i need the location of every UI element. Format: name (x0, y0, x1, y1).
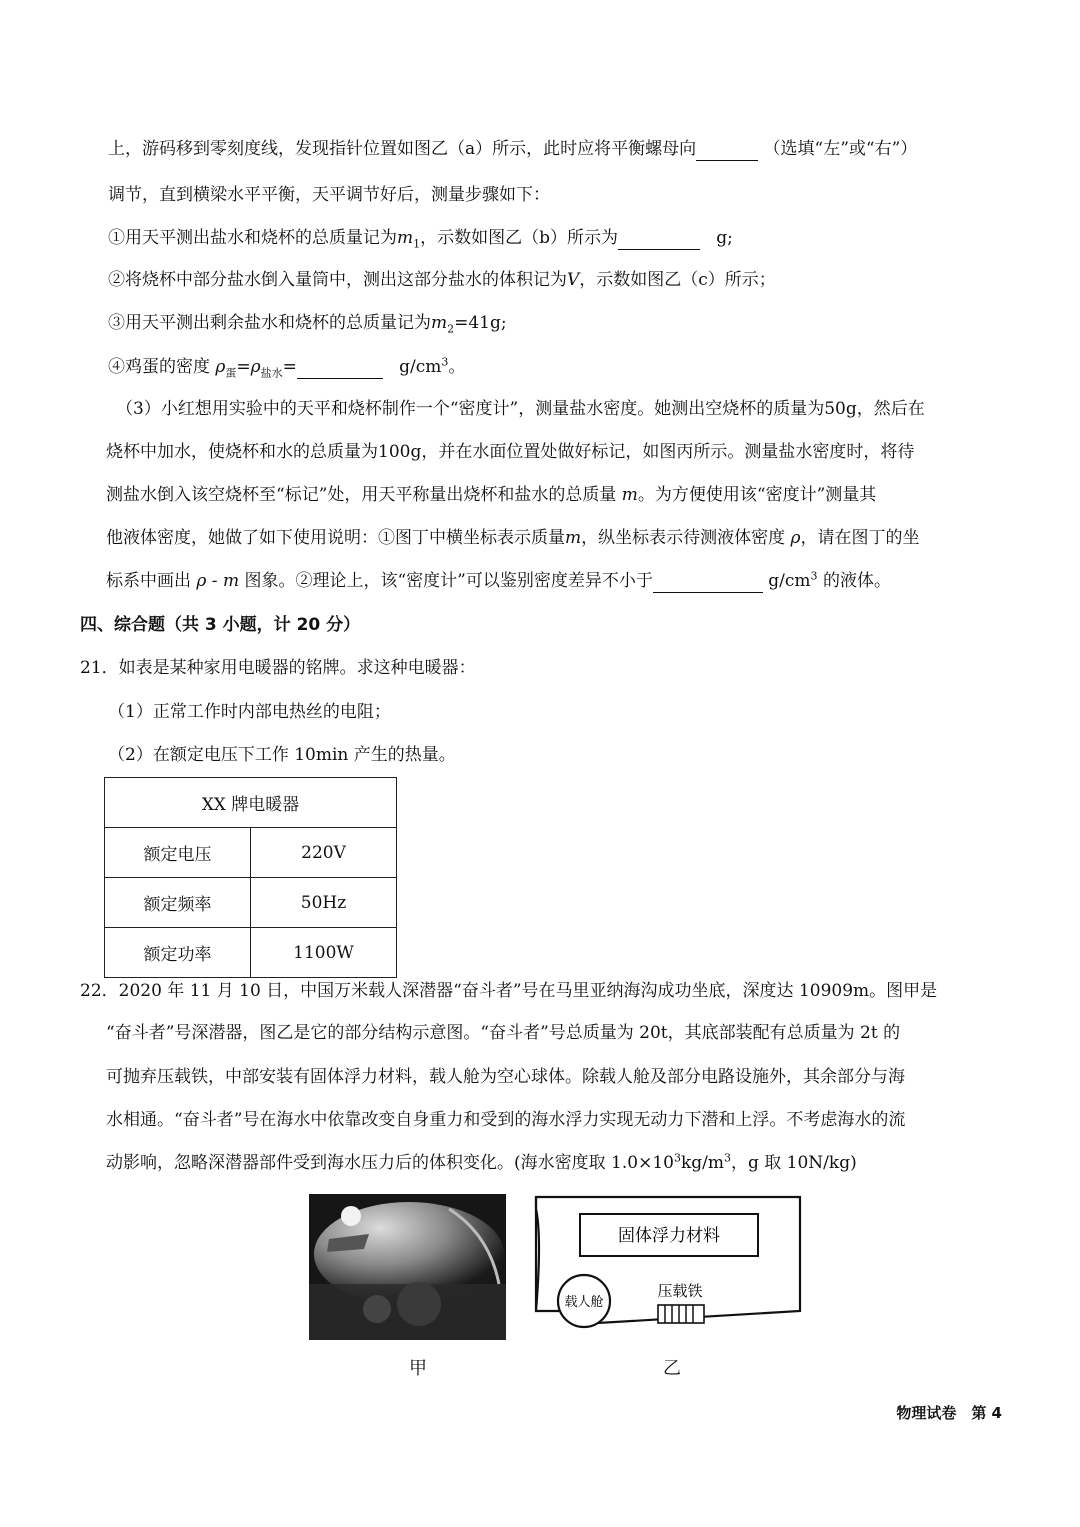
text: （选填“左”或“右”） (763, 139, 918, 159)
text: 水相通。“奋斗者”号在海水中依靠改变自身重力和受到的海水浮力实现无动力下潜和上浮。不考虑海水的流 (106, 1110, 906, 1130)
crew-cabin-label: 载人舱 (564, 1295, 604, 1310)
text: 可抛弃压载铁，中部安装有固体浮力材料，载人舱为空心球体。除载人舱及部分电路设施外，其余部分与海 (106, 1067, 905, 1087)
question-line (106, 1065, 905, 1089)
variable: ρ (250, 357, 261, 377)
question-line (106, 1021, 900, 1045)
text: ，纵坐标表示待测液体密度 (581, 528, 786, 548)
text: （2）在额定电压下工作 10min 产生的热量。 (108, 745, 456, 765)
subscript: 盐水 (260, 366, 283, 380)
text: 。为方便使用该“密度计”测量其 (637, 485, 877, 505)
submersible-photo-graphic (309, 1194, 506, 1340)
text: 四、综合题（共 3 小题，计 20 分） (80, 615, 361, 635)
superscript: 3 (673, 1151, 681, 1165)
table-value: 220V (251, 828, 397, 878)
table-key: 额定电压 (105, 828, 251, 878)
text: = (236, 357, 251, 377)
table-row (105, 878, 397, 928)
table-key: 额定功率 (105, 928, 251, 978)
text: 22．2020 年 11 月 10 日，中国万米载人深潜器“奋斗者”号在马里亚纳海沟成功坐底，深度达 10909m。图甲是 (80, 981, 938, 1001)
text: 测盐水倒入该空烧杯至“标记”处，用天平称量出烧杯和盐水的总质量 (106, 485, 617, 505)
text: （3）小红想用实验中的天平和烧杯制作一个“密度计”，测量盐水密度。她测出空烧杯的质量为50g，然后在 (116, 399, 925, 419)
variable: m (397, 228, 414, 248)
submersible-photo (309, 1194, 506, 1340)
text: kg/m (680, 1153, 724, 1173)
question-line (106, 440, 914, 464)
subscript: 1 (413, 237, 421, 251)
table-value: 50Hz (251, 878, 397, 928)
text: ，示数如图乙（b）所示为 (420, 228, 619, 248)
question-line (106, 1108, 905, 1132)
structure-diagram (528, 1193, 808, 1343)
table-key: 额定频率 (105, 878, 251, 928)
question-line (108, 311, 507, 335)
unit: g/cm (399, 357, 442, 377)
ballast-label: 压载铁 (657, 1282, 703, 1300)
ballast-iron (658, 1305, 704, 1323)
text: “奋斗者”号深潜器，图乙是它的部分结构示意图。“奋斗者”号总质量为 20t，其底部装配有总质量为 2t 的 (106, 1023, 901, 1043)
text: ，示数如图乙（c）所示； (579, 270, 776, 290)
superscript: 3 (441, 355, 449, 369)
variable: ρ (215, 357, 226, 377)
text: 动影响，忽略深潜器部件受到海水压力后的体积变化。(海水密度取 1.0×10 (106, 1153, 674, 1173)
question-line (106, 569, 891, 593)
superscript: 3 (810, 569, 818, 583)
variable: m (431, 313, 448, 333)
text: 他液体密度，她做了如下使用说明：①图丁中横坐标表示质量 (106, 528, 565, 548)
text: =41g; (454, 313, 507, 333)
question-line (108, 268, 776, 292)
question-line (108, 137, 917, 161)
text: 标系中画出 (106, 571, 191, 591)
answer-blank[interactable] (618, 229, 700, 250)
text: 的液体。 (822, 571, 891, 591)
text: （1）正常工作时内部电热丝的电阻； (108, 702, 391, 722)
text: ，g 取 10N/kg) (730, 1153, 857, 1173)
question-line (108, 183, 550, 207)
buoyancy-material-label: 固体浮力材料 (618, 1226, 720, 1246)
question-line (106, 526, 920, 550)
text: 调节，直到横梁水平平衡，天平调节好后，测量步骤如下： (108, 185, 550, 205)
text: 烧杯中加水，使烧杯和水的总质量为100g，并在水面位置处做好标记，如图丙所示。测量盐水密度时，将待 (106, 442, 915, 462)
answer-blank[interactable] (297, 358, 383, 379)
superscript: 3 (723, 1151, 731, 1165)
text: 上，游码移到零刻度线，发现指针位置如图乙（a）所示，此时应将平衡螺母向 (108, 139, 697, 159)
question-line (108, 226, 733, 250)
text: ，请在图丁的坐 (800, 528, 920, 548)
variable: m (565, 528, 582, 548)
variable: V (567, 270, 580, 290)
nameplate-table (104, 777, 397, 978)
variable: m (621, 485, 638, 505)
variable: ρ (790, 528, 801, 548)
question-line (108, 355, 465, 379)
figure-caption-a: 甲 (409, 1358, 427, 1379)
variable: ρ - m (196, 571, 240, 591)
table-row (105, 828, 397, 878)
table-value: 1100W (251, 928, 397, 978)
question-line (80, 656, 476, 680)
text: 。 (448, 357, 466, 377)
question-line (106, 1151, 857, 1175)
text: ④鸡蛋的密度 (108, 357, 210, 377)
text: = (282, 357, 297, 377)
table-title: XX 牌电暖器 (105, 778, 397, 828)
page-footer: 物理试卷 第 4 (896, 1404, 1002, 1422)
text: g; (716, 228, 733, 248)
text: 21．如表是某种家用电暖器的铭牌。求这种电暖器： (80, 658, 476, 678)
unit: g/cm (768, 571, 811, 591)
table-row (105, 928, 397, 978)
answer-blank[interactable] (696, 140, 758, 161)
text: ③用天平测出剩余盐水和烧杯的总质量记为 (108, 313, 431, 333)
subscript: 蛋 (225, 366, 237, 380)
figure-caption-b: 乙 (663, 1358, 681, 1379)
section-heading (80, 613, 360, 637)
question-line (106, 483, 876, 507)
question-line (116, 397, 925, 421)
subscript: 2 (447, 322, 455, 336)
text: ①用天平测出盐水和烧杯的总质量记为 (108, 228, 397, 248)
text: 图象。②理论上，该“密度计”可以鉴别密度差异不小于 (244, 571, 653, 591)
question-line (80, 979, 937, 1003)
question-line (108, 743, 456, 767)
question-line (108, 700, 391, 724)
answer-blank[interactable] (653, 572, 763, 593)
text: ②将烧杯中部分盐水倒入量筒中，测出这部分盐水的体积记为 (108, 270, 567, 290)
